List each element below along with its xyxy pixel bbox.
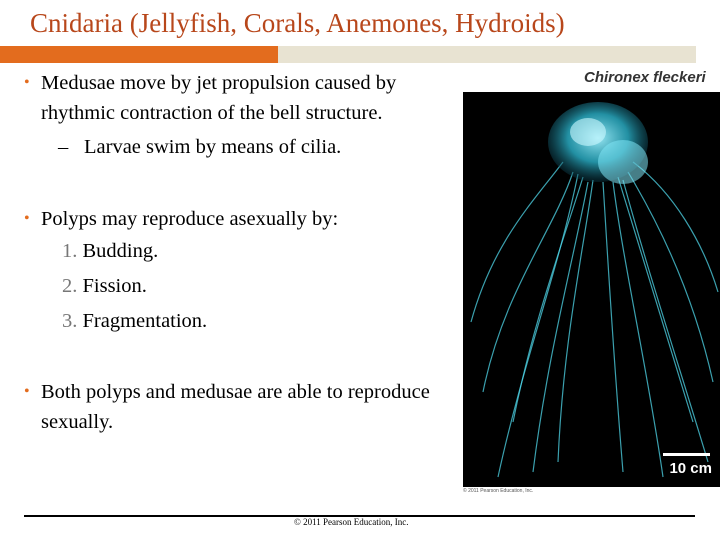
bullet-2-text: Polyps may reproduce asexually by: xyxy=(41,208,339,230)
item-text: Fission. xyxy=(82,275,147,297)
item-text: Budding. xyxy=(82,240,159,262)
item-number: 3. xyxy=(62,310,78,332)
jellyfish-photo xyxy=(463,92,720,487)
photo-credit: © 2011 Pearson Education, Inc. xyxy=(463,488,534,494)
bullet-1-text: Medusae move by jet propulsion caused by rhythmic contraction of the bell structure. xyxy=(41,72,397,124)
item-number: 2. xyxy=(62,275,78,297)
species-label: Chironex fleckeri xyxy=(584,69,706,86)
bullet-3-text: Both polyps and medusae are able to reproduce sexually. xyxy=(41,381,430,433)
bullet-1 xyxy=(24,68,464,128)
title-bar-tan xyxy=(278,46,696,63)
title-bar-accent xyxy=(0,46,278,63)
sub-bullet-text: Larvae swim by means of cilia. xyxy=(84,136,342,158)
jellyfish-highlight xyxy=(570,118,606,146)
slide-title: Cnidaria (Jellyfish, Corals, Anemones, Hydroids) xyxy=(30,8,565,38)
jellyfish-illustration xyxy=(463,92,720,487)
item-number: 1. xyxy=(62,240,78,262)
jellyfish-lobe xyxy=(598,140,648,184)
slide-content xyxy=(24,68,464,437)
footer-copyright: © 2011 Pearson Education, Inc. xyxy=(294,517,409,527)
bullet-3 xyxy=(24,377,464,437)
dash-icon: – xyxy=(58,136,69,158)
bullet-dot-icon: • xyxy=(24,383,30,400)
bullet-dot-icon: • xyxy=(24,74,30,91)
numbered-item-2 xyxy=(24,269,464,304)
sub-bullet xyxy=(24,132,464,162)
numbered-item-3 xyxy=(24,304,464,339)
scale-bar xyxy=(663,453,710,456)
numbered-item-1 xyxy=(24,234,464,269)
jellyfish-tentacles xyxy=(471,162,718,477)
scale-label: 10 cm xyxy=(669,460,712,477)
bullet-dot-icon: • xyxy=(24,210,30,227)
item-text: Fragmentation. xyxy=(82,310,208,332)
bullet-2 xyxy=(24,204,464,234)
title-underline-bar xyxy=(0,46,696,63)
